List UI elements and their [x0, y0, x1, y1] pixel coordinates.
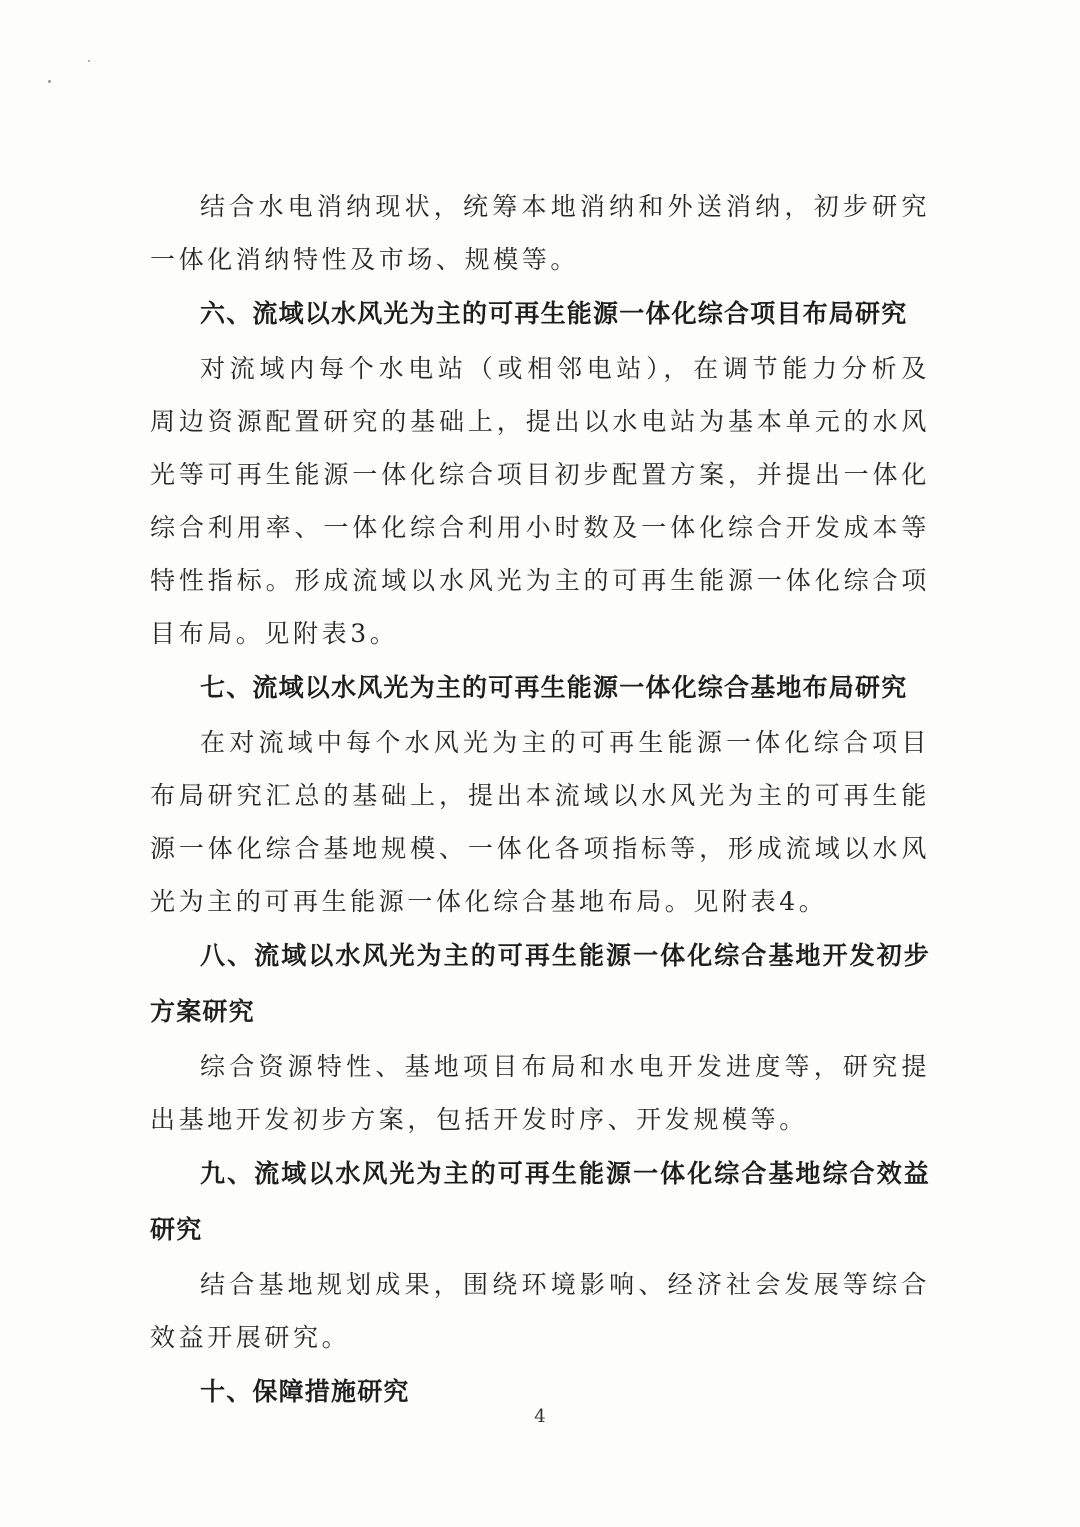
section-heading: 十、保障措施研究: [200, 1377, 410, 1406]
document-body: [150, 180, 930, 1420]
section-heading: 六、流域以水风光为主的可再生能源一体化综合项目布局研究: [200, 299, 908, 328]
section-heading: 八、流域以水风光为主的可再生能源一体化综合基地开发初步方案研究: [150, 941, 930, 1026]
page-number: 4: [534, 1406, 546, 1427]
body-paragraph: 综合资源特性、基地项目布局和水电开发进度等，研究提出基地开发初步方案，包括开发时序、开发规模等。: [150, 1052, 930, 1134]
section-heading: 九、流域以水风光为主的可再生能源一体化综合基地综合效益研究: [150, 1159, 930, 1244]
body-paragraph: 结合水电消纳现状，统筹本地消纳和外送消纳，初步研究一体化消纳特性及市场、规模等。: [150, 192, 930, 274]
scan-speck: [48, 80, 51, 83]
body-paragraph: 结合基地规划成果，围绕环境影响、经济社会发展等综合效益开展研究。: [150, 1270, 930, 1352]
section-heading: 七、流域以水风光为主的可再生能源一体化综合基地布局研究: [200, 673, 908, 702]
scan-speck: [88, 60, 90, 62]
body-paragraph: 在对流域中每个水风光为主的可再生能源一体化综合项目布局研究汇总的基础上，提出本流域以水风光为主的可再生能源一体化综合基地规模、一体化各项指标等，形成流域以水风光为主的可再生能源一体化综合基地布局。见附表4。: [150, 728, 930, 916]
body-paragraph: 对流域内每个水电站（或相邻电站），在调节能力分析及周边资源配置研究的基础上，提出以水电站为基本单元的水风光等可再生能源一体化综合项目初步配置方案，并提出一体化综合利用率、一体化综合利用小时数及一体化综合开发成本等特性指标。形成流域以水风光为主的可再生能源一体化综合项目布局。见附表3。: [150, 354, 930, 648]
